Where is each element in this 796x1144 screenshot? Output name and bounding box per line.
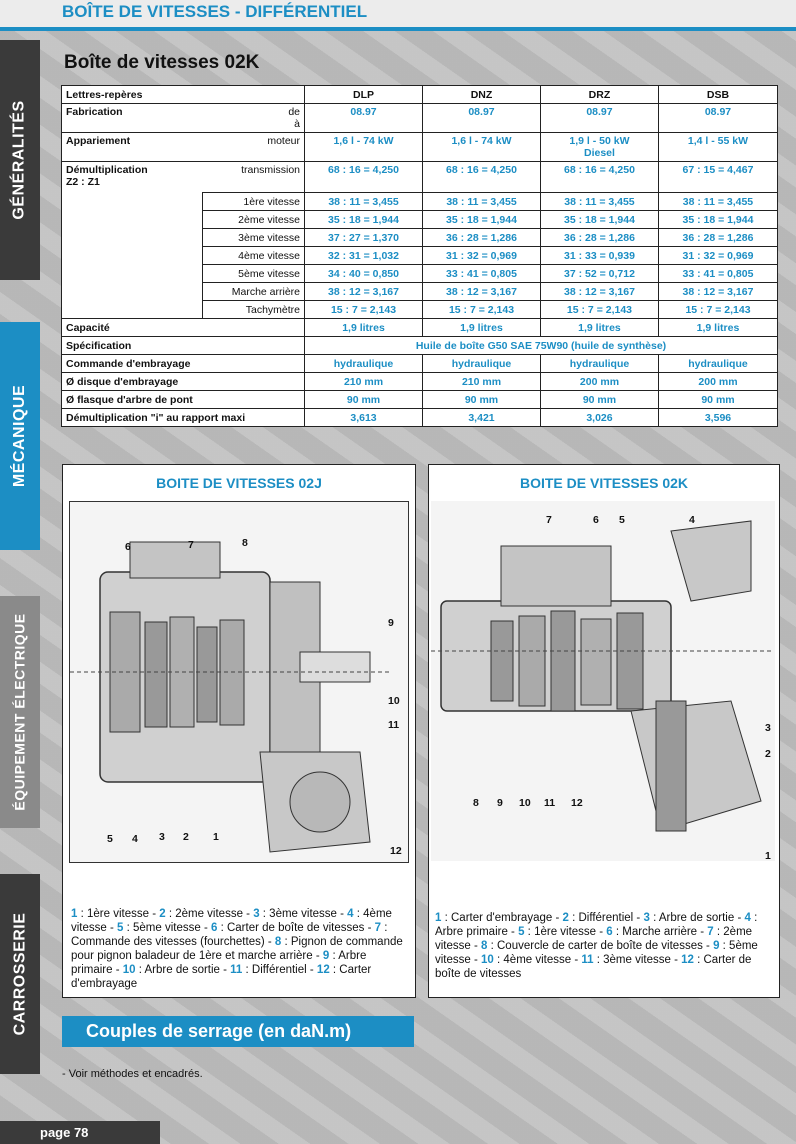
callout-2: 2: [183, 831, 189, 843]
caption-text: : 4ème vitesse -: [493, 954, 582, 966]
cell: 15 : 7 = 2,143: [540, 301, 658, 319]
cell: 35 : 18 = 1,944: [658, 211, 777, 229]
cell: 33 : 41 = 0,805: [658, 265, 777, 283]
cell: 08.97: [305, 104, 423, 133]
cell: 90 mm: [305, 391, 423, 409]
table-header-label: Lettres-repères: [62, 86, 305, 104]
tab-equipement-electrique[interactable]: [0, 596, 40, 828]
cell: 36 : 28 = 1,286: [658, 229, 777, 247]
caption-text: : Carter de boîte de vitesses -: [217, 922, 375, 934]
callout-3: 3: [159, 831, 165, 843]
caption-text: : 4ème vitesse -: [71, 908, 392, 934]
row-label: Ø disque d'embrayage: [62, 373, 305, 391]
diagram-02k-frame: [431, 501, 775, 861]
caption-number: 10: [481, 954, 494, 966]
cell-line: Diesel: [584, 147, 615, 159]
caption-number: 10: [122, 964, 136, 976]
caption-text: : Arbre de sortie -: [649, 912, 745, 924]
caption-number: 6: [210, 922, 218, 934]
cell: 38 : 12 = 3,167: [540, 283, 658, 301]
row-sub-line: de: [288, 106, 301, 118]
table-row: [62, 373, 778, 391]
cell: 35 : 18 = 1,944: [305, 211, 423, 229]
row-sub-line: à: [294, 118, 301, 130]
caption-number: 1: [71, 908, 78, 920]
tab-label: ÉQUIPEMENT ÉLECTRIQUE: [12, 613, 28, 811]
couples-de-serrage-banner: Couples de serrage (en daN.m): [62, 1016, 414, 1047]
cell: 1,6 l - 74 kW: [423, 133, 541, 162]
caption-number: 8: [481, 940, 488, 952]
cell: [540, 133, 658, 162]
tab-carrosserie[interactable]: [0, 874, 40, 1074]
table-row: [62, 355, 778, 373]
caption-number: 8: [274, 936, 282, 948]
caption-text: : Couvercle de carter de boîte de vitesses -: [487, 940, 714, 952]
callout-8: 8: [242, 537, 248, 549]
caption-text: : 1ère vitesse -: [524, 926, 607, 938]
row-label: Ø flasque d'arbre de pont: [62, 391, 305, 409]
cell: 15 : 7 = 2,143: [658, 301, 777, 319]
row-label: Spécification: [62, 337, 305, 355]
table-row: [62, 319, 778, 337]
table-row: [62, 86, 778, 104]
cell: 38 : 11 = 3,455: [305, 193, 423, 211]
row-sub: [203, 104, 305, 133]
caption-text: : Carter de boîte de vitesses: [435, 954, 752, 980]
cell: 32 : 31 = 1,032: [305, 247, 423, 265]
caption-text: : 1ère vitesse -: [77, 908, 160, 920]
row-sub: 4ème vitesse: [203, 247, 305, 265]
caption-number: 9: [713, 940, 720, 952]
caption-text: : Carter d'embrayage: [71, 964, 372, 990]
table-row: [62, 409, 778, 427]
caption-number: 9: [322, 950, 330, 962]
caption-text: : Arbre primaire -: [435, 912, 758, 938]
caption-number: 3: [253, 908, 260, 920]
table-row: [62, 133, 778, 162]
diagram-02j-frame: [69, 501, 409, 863]
row-label: Capacité: [62, 319, 305, 337]
row-sub: 1ère vitesse: [203, 193, 305, 211]
cell: 210 mm: [423, 373, 541, 391]
cell: 38 : 12 = 3,167: [305, 283, 423, 301]
caption-number: 11: [230, 964, 243, 976]
cell: hydraulique: [305, 355, 423, 373]
caption-text: : Arbre primaire -: [71, 950, 367, 976]
cell: 1,9 litres: [423, 319, 541, 337]
gearbox-02k-illustration: [431, 501, 775, 861]
callout-7: 7: [188, 539, 194, 551]
callout-1: 1: [213, 831, 219, 843]
caption-number: 2: [159, 908, 166, 920]
caption-text: : Différentiel -: [568, 912, 644, 924]
callout-6: 6: [593, 514, 599, 526]
tab-label: GÉNÉRALITÉS: [11, 100, 29, 220]
callout-9: 9: [388, 617, 394, 629]
diagram-02k-panel: [428, 464, 780, 998]
tab-generalites[interactable]: [0, 40, 40, 280]
row-sub: Marche arrière: [203, 283, 305, 301]
cell: 31 : 32 = 0,969: [423, 247, 541, 265]
cell: hydraulique: [423, 355, 541, 373]
gearbox-02j-illustration: [70, 502, 408, 862]
cell: 200 mm: [658, 373, 777, 391]
cell-line: 1,9 l - 50 kW: [569, 135, 630, 147]
cell: 08.97: [423, 104, 541, 133]
cell: 36 : 28 = 1,286: [540, 229, 658, 247]
row-sub: 2ème vitesse: [203, 211, 305, 229]
callout-8: 8: [473, 797, 479, 809]
row-sub: transmission: [203, 162, 305, 193]
diagram-02j-panel: [62, 464, 416, 998]
cell: 1,9 litres: [305, 319, 423, 337]
callout-4: 4: [132, 833, 138, 845]
row-label: Démultiplication "i" au rapport maxi: [62, 409, 305, 427]
cell: hydraulique: [658, 355, 777, 373]
cell: 35 : 18 = 1,944: [423, 211, 541, 229]
caption-text: : 3ème vitesse -: [593, 954, 682, 966]
col-header: DNZ: [423, 86, 541, 104]
diagram-02j-caption: [71, 907, 407, 991]
callout-12: 12: [390, 845, 402, 857]
tab-label: CARROSSERIE: [11, 912, 29, 1036]
row-sub: moteur: [203, 133, 305, 162]
header-rule: [0, 27, 796, 31]
cell: 38 : 11 = 3,455: [423, 193, 541, 211]
col-header: DSB: [658, 86, 777, 104]
callout-5: 5: [107, 833, 113, 845]
diagram-title: BOITE DE VITESSES 02K: [519, 475, 689, 491]
caption-number: 6: [606, 926, 613, 938]
caption-text: : Commande des vitesses (fourchettes) -: [71, 922, 388, 948]
cell: 38 : 11 = 3,455: [658, 193, 777, 211]
cell: 15 : 7 = 2,143: [305, 301, 423, 319]
caption-number: 7: [374, 922, 382, 934]
caption-text: : Carter d'embrayage -: [441, 912, 563, 924]
cell: 15 : 7 = 2,143: [423, 301, 541, 319]
diagram-02k-caption: [435, 911, 775, 981]
col-header: DLP: [305, 86, 423, 104]
caption-text: : Pignon de commande pour pignon baladeur de 1ère et marche arrière -: [71, 936, 403, 962]
callout-2: 2: [765, 748, 771, 760]
cell: 210 mm: [305, 373, 423, 391]
cell: 1,4 l - 55 kW: [658, 133, 777, 162]
cell: 68 : 16 = 4,250: [423, 162, 541, 193]
cell: 35 : 18 = 1,944: [540, 211, 658, 229]
caption-text: : 3ème vitesse -: [259, 908, 348, 920]
cell: 3,613: [305, 409, 423, 427]
callout-4: 4: [689, 514, 695, 526]
page-header: BOÎTE DE VITESSES - DIFFÉRENTIEL: [62, 2, 368, 21]
cell: Huile de boîte G50 SAE 75W90 (huile de synthèse): [305, 337, 778, 355]
cell: 67 : 15 = 4,467: [658, 162, 777, 193]
callout-11: 11: [388, 719, 400, 731]
cell: 37 : 27 = 1,370: [305, 229, 423, 247]
caption-number: 11: [581, 954, 594, 966]
diagram-title: BOITE DE VITESSES 02J: [156, 475, 322, 491]
col-header: DRZ: [540, 86, 658, 104]
cell: 90 mm: [658, 391, 777, 409]
note-text: - Voir méthodes et encadrés.: [62, 1068, 203, 1080]
caption-number: 4: [744, 912, 751, 924]
cell: 31 : 33 = 0,939: [540, 247, 658, 265]
callout-5: 5: [619, 514, 625, 526]
cell: 38 : 11 = 3,455: [540, 193, 658, 211]
table-row: [62, 104, 778, 133]
row-label: [62, 162, 203, 319]
cell: 34 : 40 = 0,850: [305, 265, 423, 283]
cell: 90 mm: [540, 391, 658, 409]
cell: 90 mm: [423, 391, 541, 409]
callout-10: 10: [519, 797, 531, 809]
cell: 1,9 litres: [658, 319, 777, 337]
row-label: Commande d'embrayage: [62, 355, 305, 373]
callout-3: 3: [765, 722, 771, 734]
callout-7: 7: [546, 514, 552, 526]
caption-number: 5: [518, 926, 525, 938]
callout-10: 10: [388, 695, 400, 707]
callout-11: 11: [544, 797, 556, 809]
cell: 1,9 litres: [540, 319, 658, 337]
callout-12: 12: [571, 797, 583, 809]
row-label: Fabrication: [62, 104, 203, 133]
cell: 3,421: [423, 409, 541, 427]
tab-mecanique[interactable]: [0, 322, 40, 550]
caption-number: 2: [562, 912, 569, 924]
caption-text: : 5ème vitesse -: [123, 922, 211, 934]
row-label-line: Z2 : Z1: [66, 176, 100, 188]
cell: 200 mm: [540, 373, 658, 391]
caption-number: 3: [643, 912, 650, 924]
tab-label: MÉCANIQUE: [11, 384, 28, 488]
caption-text: : 5ème vitesse -: [435, 940, 758, 966]
row-sub: Tachymètre: [203, 301, 305, 319]
caption-number: 12: [681, 954, 694, 966]
caption-text: : 2ème vitesse -: [165, 908, 254, 920]
cell: 3,596: [658, 409, 777, 427]
caption-number: 4: [347, 908, 354, 920]
cell: 37 : 52 = 0,712: [540, 265, 658, 283]
caption-number: 12: [316, 964, 330, 976]
cell: 36 : 28 = 1,286: [423, 229, 541, 247]
caption-number: 7: [707, 926, 714, 938]
table-row: [62, 391, 778, 409]
section-title: Boîte de vitesses 02K: [64, 52, 260, 73]
table-row: [62, 162, 778, 193]
cell: hydraulique: [540, 355, 658, 373]
cell: 08.97: [540, 104, 658, 133]
cell: 68 : 16 = 4,250: [305, 162, 423, 193]
caption-text: : 2ème vitesse -: [435, 926, 753, 952]
cell: 38 : 12 = 3,167: [658, 283, 777, 301]
row-sub: 5ème vitesse: [203, 265, 305, 283]
page-number: page 78: [0, 1121, 160, 1144]
caption-text: : Arbre de sortie -: [135, 964, 231, 976]
cell: 1,6 l - 74 kW: [305, 133, 423, 162]
caption-number: 5: [117, 922, 124, 934]
spec-table: [61, 85, 778, 427]
caption-text: : Marche arrière -: [612, 926, 708, 938]
cell: 08.97: [658, 104, 777, 133]
caption-text: : Différentiel -: [242, 964, 317, 976]
callout-1: 1: [765, 850, 771, 861]
cell: 31 : 32 = 0,969: [658, 247, 777, 265]
cell: 33 : 41 = 0,805: [423, 265, 541, 283]
cell: 68 : 16 = 4,250: [540, 162, 658, 193]
caption-number: 1: [435, 912, 442, 924]
row-label-line: Démultiplication: [66, 164, 148, 176]
row-label: Appariement: [62, 133, 203, 162]
cell: 38 : 12 = 3,167: [423, 283, 541, 301]
callout-6: 6: [125, 541, 131, 553]
callout-9: 9: [497, 797, 503, 809]
cell: 3,026: [540, 409, 658, 427]
table-row: [62, 337, 778, 355]
row-sub: 3ème vitesse: [203, 229, 305, 247]
